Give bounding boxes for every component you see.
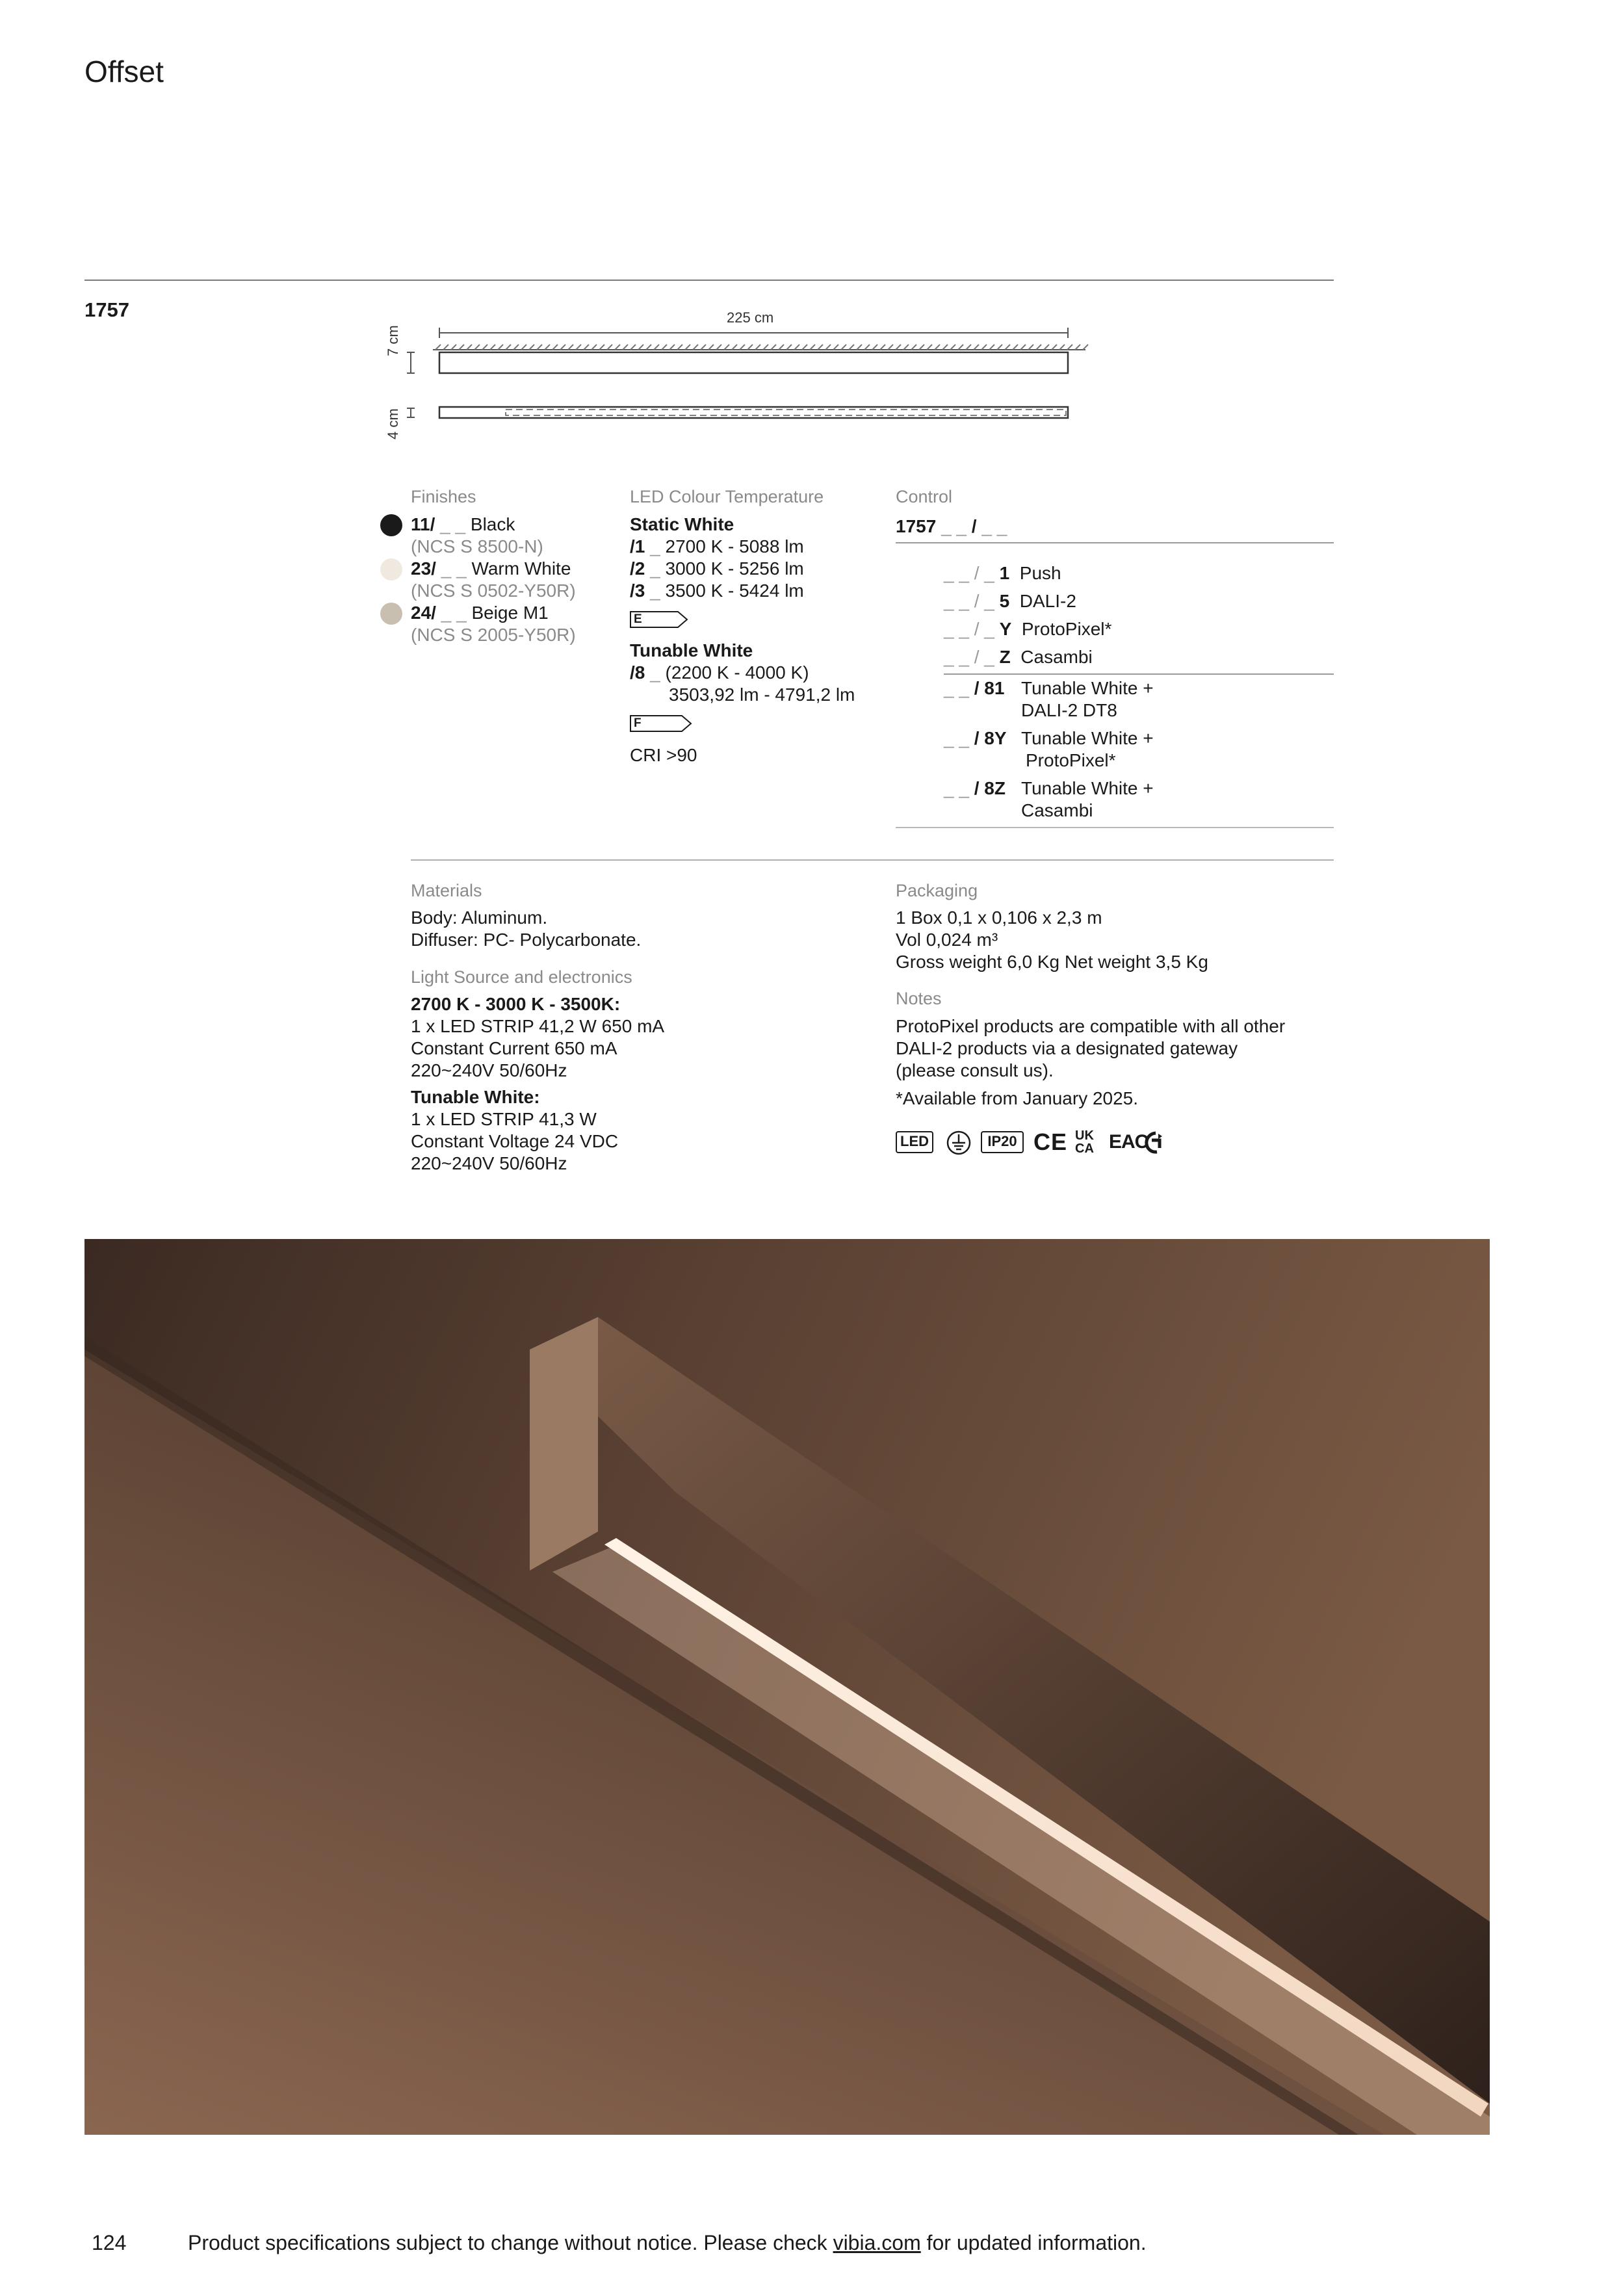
cri-value: CRI >90 (630, 745, 697, 765)
packaging-line: Gross weight 6,0 Kg Net weight 3,5 Kg (896, 952, 1208, 972)
led-badge-icon: LED (896, 1131, 933, 1153)
control-divider (944, 673, 1334, 675)
ground-symbol-icon (946, 1130, 972, 1159)
ukca-mark-icon: UK CA (1075, 1128, 1094, 1156)
energy-class-letter: E (634, 612, 642, 626)
top-divider (84, 280, 1334, 281)
led-heading: LED Colour Temperature (630, 487, 824, 506)
tunable-lumen: 3503,92 lm - 4791,2 lm (669, 685, 855, 705)
control-item: _ _ / _ Y ProtoPixel* (944, 619, 1112, 639)
energy-class-label (630, 715, 692, 732)
control-item: _ _ / _ 1 Push (944, 563, 1061, 583)
materials-line: Diffuser: PC- Polycarbonate. (411, 930, 642, 950)
recycling-mark-icon (1144, 1131, 1165, 1158)
finish-code: 23/ (411, 558, 436, 579)
tunable-item: /8 _ (2200 K - 4000 K) (630, 662, 809, 683)
finish-dashes: _ _ (441, 603, 467, 623)
finishes-heading: Finishes (411, 487, 476, 506)
finish-ncs: (NCS S 0502-Y50R) (411, 581, 576, 601)
finish-dashes: _ _ (441, 558, 467, 579)
finish-code: 24/ (411, 603, 436, 623)
control-heading: Control (896, 487, 953, 506)
static-item: /2 _ 3000 K - 5256 lm (630, 558, 804, 579)
static-item: /3 _ 3500 K - 5424 lm (630, 581, 804, 601)
control-code: 1757 _ _ / _ _ (896, 516, 1007, 536)
light-source-static-title: 2700 K - 3000 K - 3500K: (411, 994, 621, 1014)
product-photo (84, 1239, 1490, 2135)
finish-ncs: (NCS S 8500-N) (411, 536, 543, 556)
ip20-badge-icon: IP20 (981, 1131, 1024, 1153)
finish-name: Beige M1 (471, 603, 549, 623)
packaging-heading: Packaging (896, 881, 978, 900)
drawing-width-label: 4 cm (385, 408, 401, 439)
packaging-line: Vol 0,024 m³ (896, 930, 998, 950)
finish-name: Warm White (471, 558, 571, 579)
finish-swatch (380, 514, 402, 536)
light-source-line: Constant Current 650 mA (411, 1038, 617, 1058)
footer-disclaimer: Product specifications subject to change without notice. Please check vibia.com for updated information. (188, 2231, 1147, 2254)
notes-line: ProtoPixel products are compatible with all other (896, 1016, 1286, 1036)
notes-availability: *Available from January 2025. (896, 1088, 1139, 1108)
light-source-line: 220~240V 50/60Hz (411, 1153, 567, 1173)
tunable-white-title: Tunable White (630, 640, 753, 660)
notes-line: (please consult us). (896, 1060, 1054, 1080)
materials-heading: Materials (411, 881, 482, 900)
energy-class-letter: F (634, 716, 642, 730)
specs-divider (411, 859, 1334, 861)
control-item: _ _ / _ 5 DALI-2 (944, 591, 1076, 611)
page-number: 124 (92, 2231, 127, 2254)
light-source-line: 1 x LED STRIP 41,3 W (411, 1109, 597, 1129)
drawing-height-label: 7 cm (385, 325, 401, 356)
light-source-heading: Light Source and electronics (411, 967, 632, 987)
finish-name: Black (470, 514, 515, 534)
static-item: /1 _ 2700 K - 5088 lm (630, 536, 804, 556)
control-divider (896, 827, 1334, 828)
light-source-tunable-title: Tunable White: (411, 1087, 540, 1107)
control-item: _ _ / _ Z Casambi (944, 647, 1093, 667)
finish-ncs: (NCS S 2005-Y50R) (411, 625, 576, 645)
drawing-length-label: 225 cm (727, 309, 774, 326)
finish-dashes: _ _ (440, 514, 466, 534)
static-white-title: Static White (630, 514, 734, 534)
finish-code: 11/ (411, 514, 435, 534)
notes-line: DALI-2 products via a designated gateway (896, 1038, 1238, 1058)
product-code: 1757 (84, 298, 129, 321)
light-source-line: Constant Voltage 24 VDC (411, 1131, 619, 1151)
control-divider (896, 542, 1334, 543)
notes-heading: Notes (896, 989, 942, 1008)
light-source-line: 220~240V 50/60Hz (411, 1060, 567, 1080)
section-title: Offset (84, 55, 164, 88)
finish-swatch (380, 558, 402, 581)
light-source-line: 1 x LED STRIP 41,2 W 650 mA (411, 1016, 665, 1036)
ce-mark-icon: CE (1033, 1128, 1068, 1155)
finish-swatch (380, 603, 402, 625)
packaging-line: 1 Box 0,1 x 0,106 x 2,3 m (896, 907, 1102, 928)
materials-line: Body: Aluminum. (411, 907, 548, 928)
eac-mark-icon: EAC (1109, 1131, 1149, 1153)
vibia-link[interactable]: vibia.com (833, 2231, 921, 2254)
energy-class-label (630, 611, 688, 628)
